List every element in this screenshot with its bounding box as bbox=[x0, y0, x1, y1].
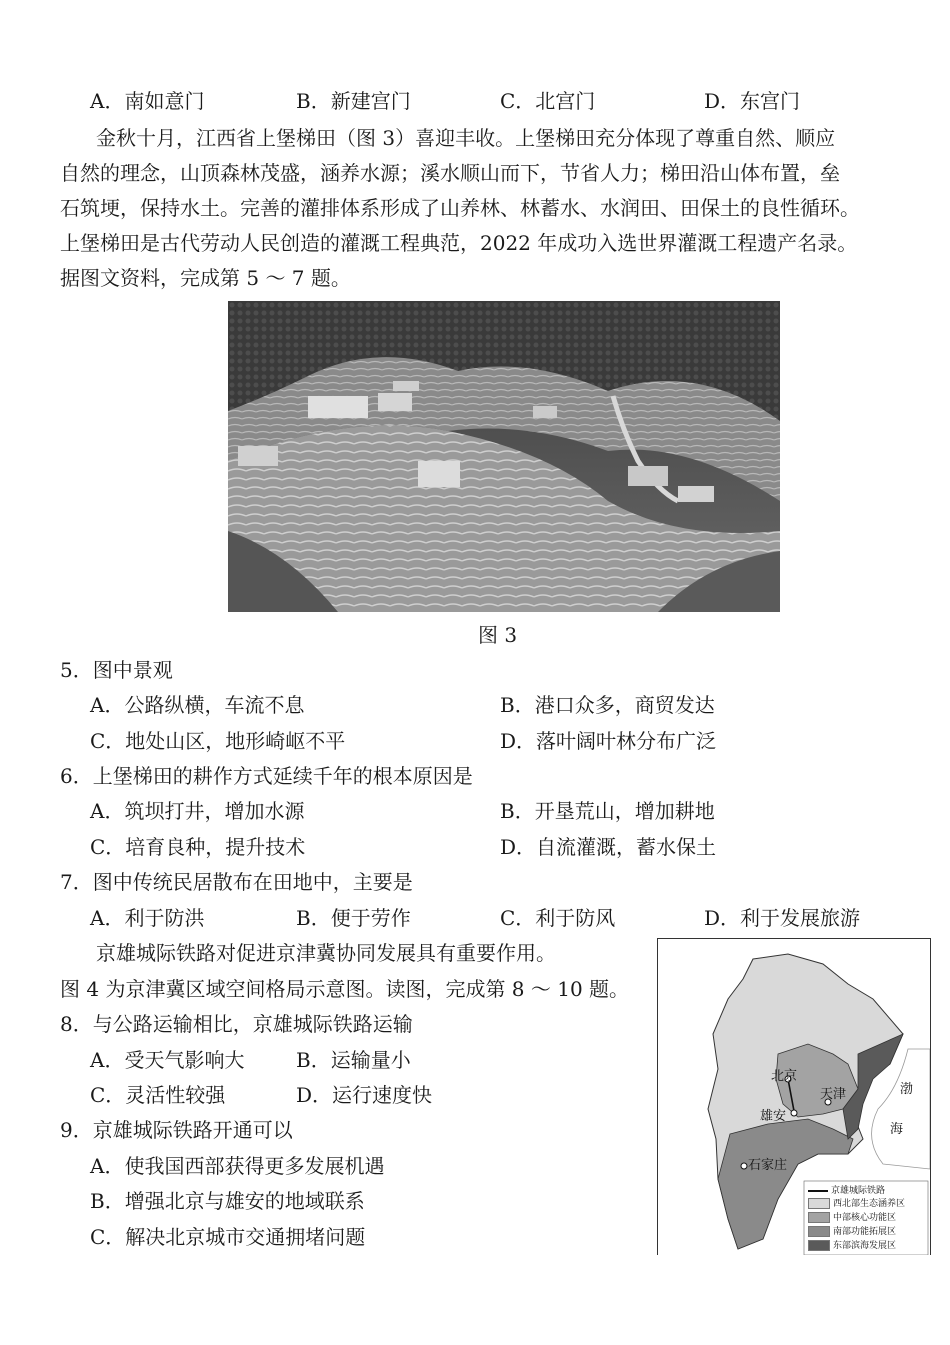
passage-railway-line: 图 4 为京津冀区域空间格局示意图。读图，完成第 8 ～ 10 题。 bbox=[60, 977, 630, 1001]
q6-option-c: C．培育良种，提升技术 bbox=[90, 835, 306, 859]
q5-option-d: D．落叶阔叶林分布广泛 bbox=[500, 729, 717, 753]
map-label-hai: 海 bbox=[890, 1122, 904, 1137]
legend-swatch bbox=[808, 1198, 830, 1209]
q9-option-a: A．使我国西部获得更多发展机遇 bbox=[90, 1154, 385, 1178]
q4-option-b: B．新建宫门 bbox=[296, 89, 411, 113]
q7-option-b: B．便于劳作 bbox=[296, 906, 411, 930]
legend-ecology: 西北部生态涵养区 bbox=[808, 1198, 905, 1210]
passage-railway-line: 京雄城际铁路对促进京津冀协同发展具有重要作用。 bbox=[96, 941, 556, 965]
map-label-beijing: 北京 bbox=[771, 1069, 798, 1084]
map-label-bo: 渤 bbox=[900, 1082, 914, 1097]
q7-stem: 7．图中传统民居散布在田地中，主要是 bbox=[60, 870, 413, 894]
passage-line: 上堡梯田是古代劳动人民创造的灌溉工程典范，2022 年成功入选世界灌溉工程遗产名录。 bbox=[60, 231, 858, 255]
q5-stem: 5．图中景观 bbox=[60, 658, 173, 682]
xiongan-dot bbox=[791, 1110, 797, 1116]
q5-option-c: C．地处山区，地形崎岖不平 bbox=[90, 729, 346, 753]
q5-option-b: B．港口众多，商贸发达 bbox=[500, 693, 715, 717]
terrace-photo bbox=[228, 301, 780, 612]
q4-option-a: A．南如意门 bbox=[90, 89, 205, 113]
q7-option-a: A．利于防洪 bbox=[90, 906, 205, 930]
figure3-caption: 图 3 bbox=[478, 623, 518, 647]
legend-south: 南部功能拓展区 bbox=[808, 1226, 896, 1238]
q9-option-b: B．增强北京与雄安的地域联系 bbox=[90, 1189, 365, 1213]
legend-swatch bbox=[808, 1240, 830, 1251]
legend-coast: 东部滨海发展区 bbox=[808, 1240, 896, 1252]
legend-railway: 京雄城际铁路 bbox=[808, 1185, 885, 1197]
q8-option-a: A．受天气影响大 bbox=[90, 1048, 245, 1072]
q4-option-d: D．东宫门 bbox=[704, 89, 801, 113]
q6-option-b: B．开垦荒山，增加耕地 bbox=[500, 799, 715, 823]
q6-option-d: D．自流灌溉，蓄水保土 bbox=[500, 835, 717, 859]
legend-core: 中部核心功能区 bbox=[808, 1212, 896, 1224]
q8-option-c: C．灵活性较强 bbox=[90, 1083, 226, 1107]
q8-option-b: B．运输量小 bbox=[296, 1048, 411, 1072]
q8-stem: 8．与公路运输相比，京雄城际铁路运输 bbox=[60, 1012, 413, 1036]
q9-option-c: C．解决北京城市交通拥堵问题 bbox=[90, 1225, 366, 1249]
shijiazhuang-dot bbox=[741, 1163, 747, 1169]
q5-option-a: A．公路纵横，车流不息 bbox=[90, 693, 305, 717]
jingjinji-map bbox=[657, 938, 931, 1255]
q6-stem: 6．上堡梯田的耕作方式延续千年的根本原因是 bbox=[60, 764, 473, 788]
map-label-tianjin: 天津 bbox=[820, 1087, 847, 1102]
q8-option-d: D．运行速度快 bbox=[296, 1083, 433, 1107]
passage-line: 据图文资料，完成第 5 ～ 7 题。 bbox=[60, 266, 351, 290]
q7-option-c: C．利于防风 bbox=[500, 906, 616, 930]
q9-stem: 9．京雄城际铁路开通可以 bbox=[60, 1118, 293, 1142]
map-label-shijiazhuang: 石家庄 bbox=[748, 1158, 788, 1173]
q7-option-d: D．利于发展旅游 bbox=[704, 906, 861, 930]
passage-line: 自然的理念，山顶森林茂盛，涵养水源；溪水顺山而下，节省人力；梯田沿山体布置，垒 bbox=[60, 161, 840, 185]
legend-line-swatch bbox=[808, 1190, 828, 1192]
q4-option-c: C．北宫门 bbox=[500, 89, 596, 113]
q6-option-a: A．筑坝打井，增加水源 bbox=[90, 799, 305, 823]
map-label-xiongan: 雄安 bbox=[760, 1109, 787, 1124]
passage-line: 金秋十月，江西省上堡梯田（图 3）喜迎丰收。上堡梯田充分体现了尊重自然、顺应 bbox=[96, 126, 836, 150]
passage-line: 石筑埂，保持水土。完善的灌排体系形成了山养林、林蓄水、水润田、田保土的良性循环。 bbox=[60, 196, 860, 220]
legend-swatch bbox=[808, 1212, 830, 1223]
legend-swatch bbox=[808, 1226, 830, 1237]
